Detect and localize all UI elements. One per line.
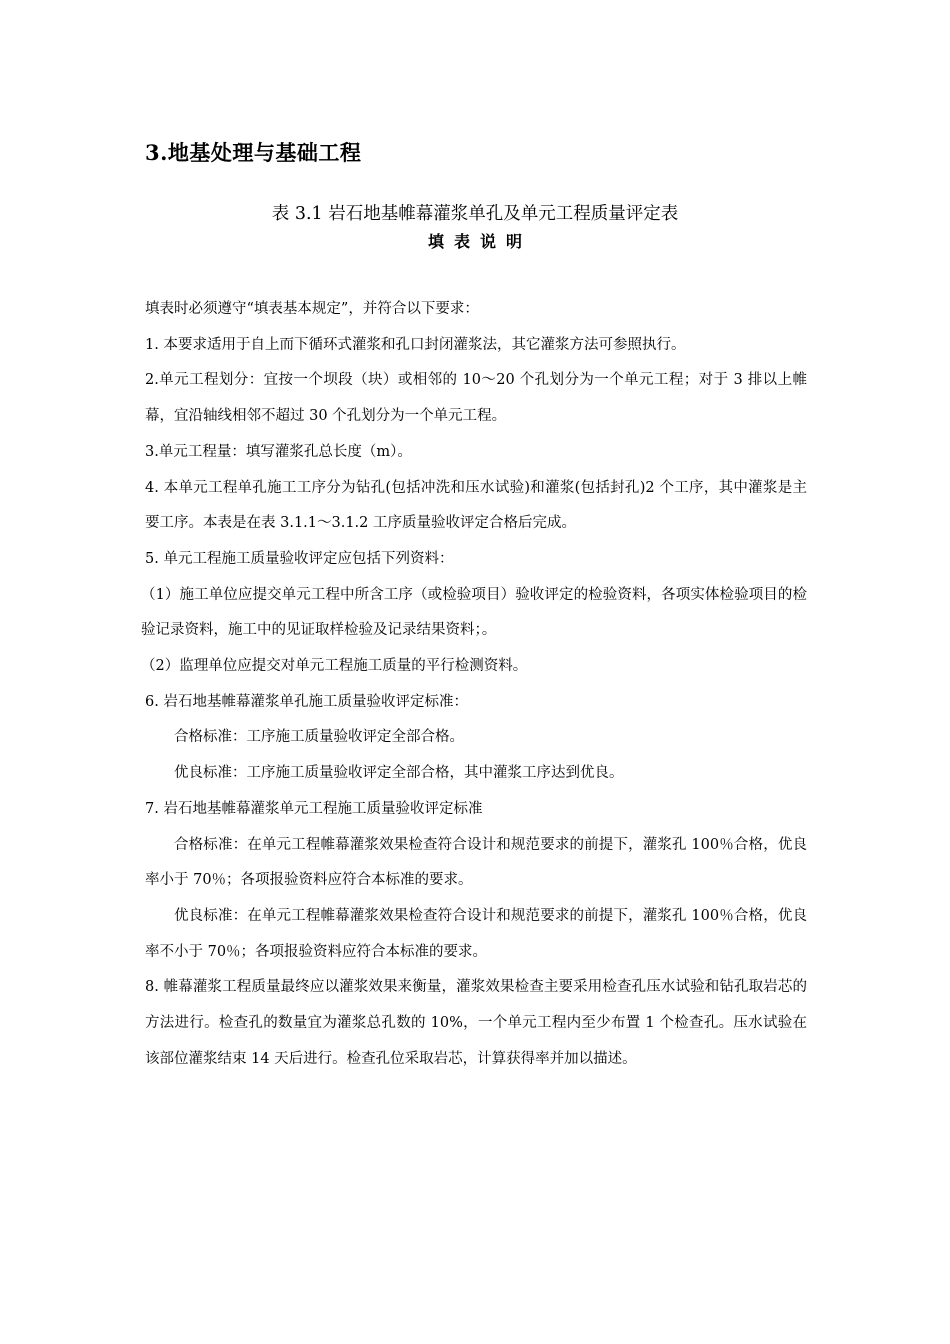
rule-6-paragraph: 6. 岩石地基帷幕灌浆单孔施工质量验收评定标准： [145, 693, 468, 710]
table-subtitle: 填表说明 [427, 232, 532, 251]
rule-8-paragraph: 8. 帷幕灌浆工程质量最终应以灌浆效果来衡量，灌浆效果检查主要采用检查孔压水试验和钻孔取岩芯的方法进行。检查孔的数量宜为灌浆总孔数的 10%，一个单元工程内至少布置 1 个检查孔。压水试验在该部位灌浆结束 14 天后进行。检查孔位采取岩芯，计算获得率并加以描述。 [145, 979, 807, 1067]
rule-3-paragraph: 3.单元工程量：填写灌浆孔总长度（m）。 [145, 443, 412, 460]
rule-1-paragraph: 1. 本要求适用于自上而下循环式灌浆和孔口封闭灌浆法，其它灌浆方法可参照执行。 [145, 336, 686, 353]
rule-5-item-2-paragraph: （2）监理单位应提交对单元工程施工质量的平行检测资料。 [141, 658, 528, 675]
section-heading: 3.地基处理与基础工程 [145, 140, 362, 165]
rule-7-excellent-standard: 优良标准：在单元工程帷幕灌浆效果检查符合设计和规范要求的前提下，灌浆孔 100％合格，优良率不小于 70％；各项报验资料应符合本标准的要求。 [145, 907, 807, 960]
instructions-body [141, 292, 807, 1077]
rule-5-paragraph: 5. 单元工程施工质量验收评定应包括下列资料： [145, 550, 454, 567]
rule-2-paragraph: 2.单元工程划分：宜按一个坝段（块）或相邻的 10～20 个孔划分为一个单元工程；对于 3 排以上帷幕，宜沿轴线相邻不超过 30 个孔划分为一个单元工程。 [145, 372, 807, 425]
rule-6-excellent-standard: 优良标准：工序施工质量验收评定全部合格，其中灌浆工序达到优良。 [174, 765, 624, 782]
rule-6-pass-standard: 合格标准：工序施工质量验收评定全部合格。 [174, 729, 464, 746]
rule-5-item-1-paragraph: （1）施工单位应提交单元工程中所含工序（或检验项目）验收评定的检验资料，各项实体检验项目的检验记录资料，施工中的见证取样检验及记录结果资料；。 [141, 586, 807, 639]
table-title: 表 3.1 岩石地基帷幕灌浆单孔及单元工程质量评定表 [271, 204, 679, 224]
rule-7-pass-standard: 合格标准：在单元工程帷幕灌浆效果检查符合设计和规范要求的前提下，灌浆孔 100％合格，优良率小于 70％；各项报验资料应符合本标准的要求。 [145, 836, 807, 889]
rule-7-paragraph: 7. 岩石地基帷幕灌浆单元工程施工质量验收评定标准 [145, 800, 483, 817]
intro-paragraph: 填表时必须遵守“填表基本规定”，并符合以下要求： [145, 301, 479, 317]
rule-4-paragraph: 4. 本单元工程单孔施工工序分为钻孔(包括冲洗和压水试验)和灌浆(包括封孔)2 个工序，其中灌浆是主要工序。本表是在表 3.1.1～3.1.2 工序质量验收评定合格后完成。 [145, 479, 807, 532]
